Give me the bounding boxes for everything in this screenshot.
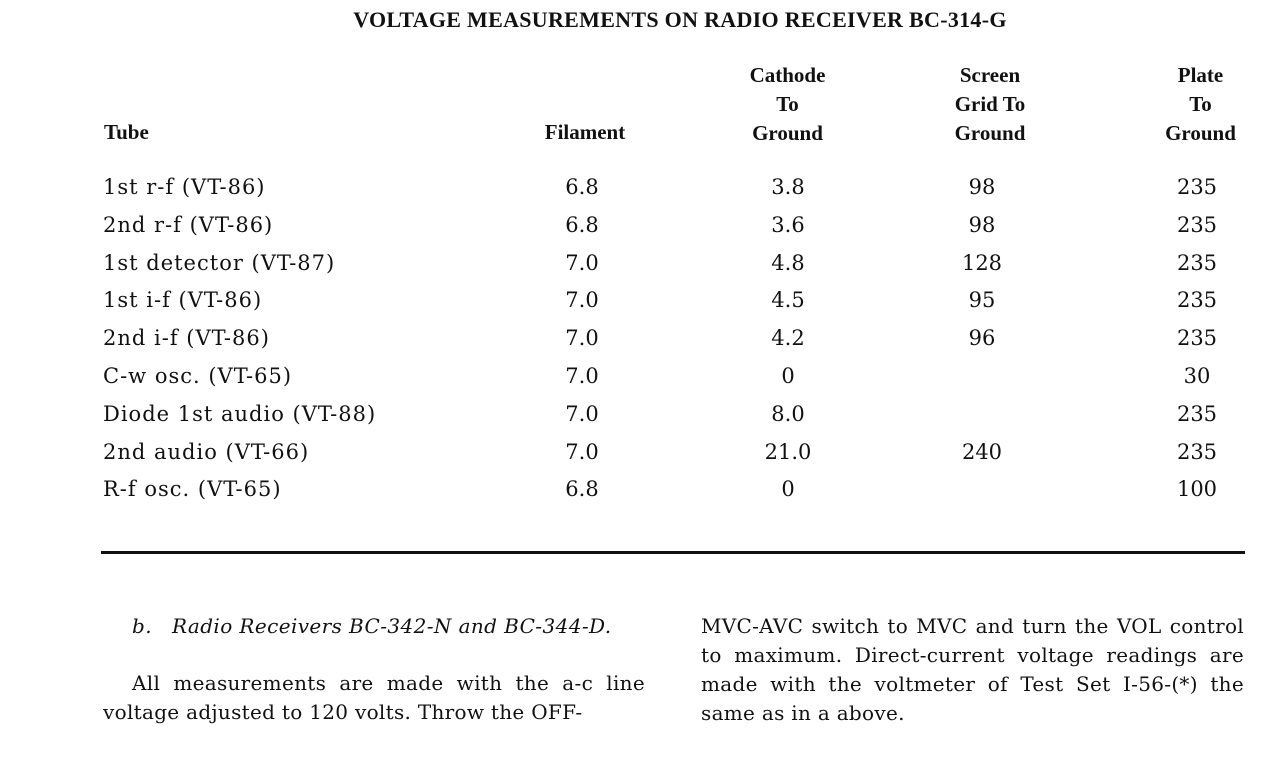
plate-cell: 235	[1176, 250, 1218, 275]
cathode-cell: 4.2	[771, 326, 805, 351]
paragraph-right: MVC-AVC switch to MVC and turn the VOL control to maximum. Direct-current voltage readings are made with the voltmeter of Test Set I-56-(*) the same as in a above.	[701, 614, 1244, 725]
table-row	[0, 472, 1280, 510]
text-column-left	[103, 612, 645, 727]
filament-cell: 7.0	[565, 439, 599, 464]
plate-cell: 100	[1176, 477, 1218, 502]
tube-cell: 2nd audio (VT-66)	[103, 439, 310, 464]
tube-cell: R-f osc. (VT-65)	[103, 477, 282, 502]
header-filament: Filament	[544, 120, 626, 144]
filament-cell: 6.8	[565, 175, 599, 199]
plate-cell: 30	[1183, 363, 1211, 388]
paragraph-left: All measurements are made with the a-c line voltage adjusted to 120 volts. Throw the OFF-	[103, 671, 645, 724]
plate-cell: 235	[1176, 401, 1218, 426]
tube-cell: Diode 1st audio (VT-88)	[103, 401, 377, 426]
cathode-cell: 0	[781, 363, 795, 388]
header-cathode-to-ground	[730, 61, 845, 148]
section-heading	[103, 612, 645, 641]
header-screen-line: Ground	[954, 121, 1026, 145]
filament-cell: 7.0	[565, 363, 599, 388]
table-row	[0, 246, 1280, 284]
cathode-cell: 21.0	[764, 439, 812, 464]
screen-cell: 128	[961, 250, 1003, 275]
tube-cell: 1st r-f (VT-86)	[103, 175, 266, 199]
page-title: VOLTAGE MEASUREMENTS ON RADIO RECEIVER BC-314-G	[353, 7, 1007, 32]
header-screen-grid-to-ground	[935, 61, 1045, 148]
header-screen-line: Grid To	[954, 92, 1026, 116]
tube-cell: 2nd i-f (VT-86)	[103, 326, 270, 351]
screen-cell: 96	[968, 326, 996, 351]
header-tube: Tube	[104, 120, 149, 144]
header-cathode-line: Cathode	[749, 63, 826, 87]
header-plate-line: Ground	[1165, 121, 1236, 145]
table-row	[0, 170, 1280, 208]
section-heading-text: Radio Receivers BC-342-N and BC-344-D.	[171, 614, 612, 638]
table-row	[0, 359, 1280, 397]
tube-cell: 1st detector (VT-87)	[103, 250, 336, 275]
plate-cell: 235	[1176, 175, 1218, 199]
section-divider	[101, 551, 1245, 554]
filament-cell: 7.0	[565, 250, 599, 275]
plate-cell: 235	[1176, 212, 1218, 237]
table-row	[0, 208, 1280, 246]
tube-cell: 1st i-f (VT-86)	[103, 288, 263, 313]
tube-cell: C-w osc. (VT-65)	[103, 363, 293, 388]
plate-cell: 235	[1176, 326, 1218, 351]
filament-cell: 6.8	[565, 477, 599, 502]
header-screen-line: Screen	[959, 63, 1021, 87]
header-cathode-line: Ground	[752, 121, 823, 145]
voltage-table-body	[0, 170, 1280, 510]
screen-cell: 95	[968, 288, 996, 313]
screen-cell: 240	[961, 439, 1003, 464]
screen-cell: 98	[968, 175, 996, 199]
section-letter: b.	[132, 614, 152, 638]
cathode-cell: 0	[781, 477, 795, 502]
filament-cell: 6.8	[565, 212, 599, 237]
filament-cell: 7.0	[565, 326, 599, 351]
screen-cell: 98	[968, 212, 996, 237]
cathode-cell: 4.8	[771, 250, 805, 275]
table-row	[0, 283, 1280, 321]
table-row	[0, 435, 1280, 473]
cathode-cell: 8.0	[771, 401, 805, 426]
tube-cell: 2nd r-f (VT-86)	[103, 212, 274, 237]
table-row	[0, 321, 1280, 359]
cathode-cell: 3.6	[771, 212, 805, 237]
filament-cell: 7.0	[565, 288, 599, 313]
cathode-cell: 3.8	[771, 175, 805, 199]
cathode-cell: 4.5	[771, 288, 805, 313]
header-plate-line: Plate	[1177, 63, 1224, 87]
header-plate-to-ground	[1148, 61, 1253, 148]
header-cathode-line: To	[776, 92, 799, 116]
filament-cell: 7.0	[565, 401, 599, 426]
header-plate-line: To	[1189, 92, 1212, 116]
plate-cell: 235	[1176, 288, 1218, 313]
plate-cell: 235	[1176, 439, 1218, 464]
table-row	[0, 397, 1280, 435]
